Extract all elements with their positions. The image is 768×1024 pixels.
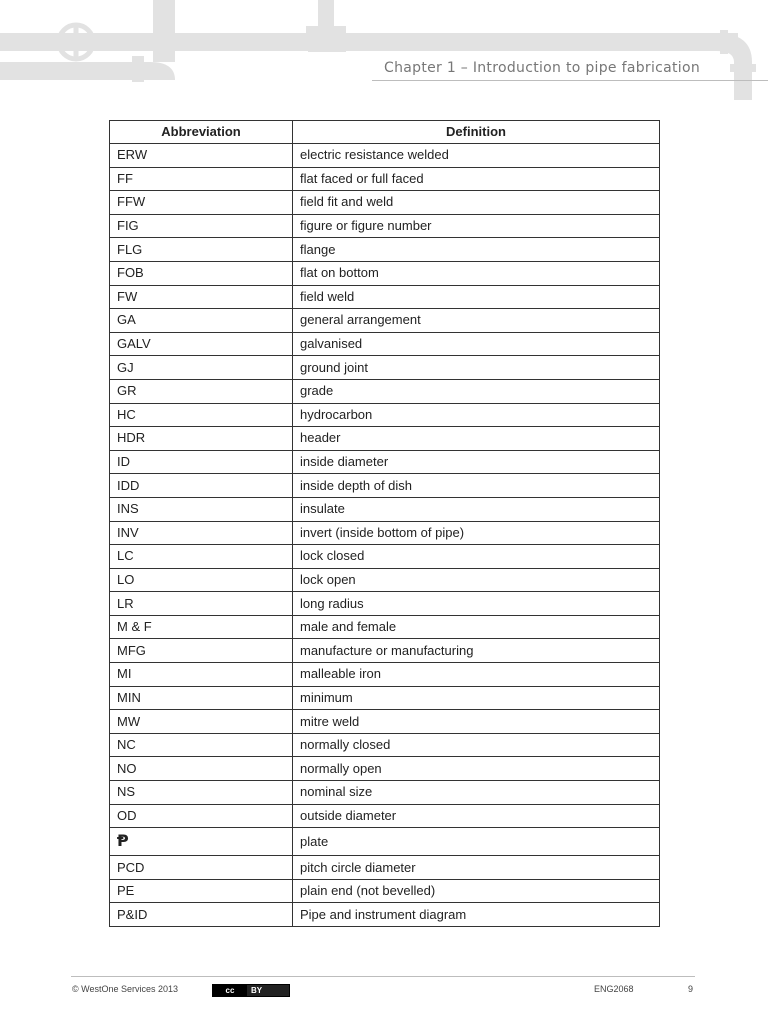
table-row — [110, 856, 660, 880]
definition-cell: Pipe and instrument diagram — [293, 903, 660, 927]
abbreviation-cell: FLG — [110, 238, 293, 262]
cc-by-label: BY — [247, 985, 289, 996]
definition-cell: general arrangement — [293, 309, 660, 333]
definition-cell: insulate — [293, 497, 660, 521]
abbreviation-cell: HDR — [110, 427, 293, 451]
table-row — [110, 568, 660, 592]
table-row — [110, 733, 660, 757]
definition-cell: field fit and weld — [293, 191, 660, 215]
definition-cell: malleable iron — [293, 663, 660, 687]
definition-cell: normally closed — [293, 733, 660, 757]
abbreviation-cell: PCD — [110, 856, 293, 880]
table-row — [110, 804, 660, 828]
abbreviation-cell: HC — [110, 403, 293, 427]
table-body — [110, 144, 660, 927]
definition-cell: flange — [293, 238, 660, 262]
abbreviation-cell: INV — [110, 521, 293, 545]
table-row — [110, 144, 660, 168]
plate-symbol-icon: Ᵽ — [117, 831, 129, 851]
definition-cell: nominal size — [293, 781, 660, 805]
abbreviation-cell: FFW — [110, 191, 293, 215]
definition-cell: manufacture or manufacturing — [293, 639, 660, 663]
chapter-title: Chapter 1 – Introduction to pipe fabrication — [384, 60, 701, 76]
table-row — [110, 285, 660, 309]
definition-cell: field weld — [293, 285, 660, 309]
definition-cell: header — [293, 427, 660, 451]
table-row — [110, 686, 660, 710]
footer-divider — [71, 976, 695, 977]
abbreviation-cell: LC — [110, 545, 293, 569]
table-row — [110, 356, 660, 380]
table-row — [110, 379, 660, 403]
table-row — [110, 879, 660, 903]
table-row — [110, 639, 660, 663]
table-row — [110, 450, 660, 474]
abbreviation-cell: NS — [110, 781, 293, 805]
abbreviation-cell: GR — [110, 379, 293, 403]
table-row — [110, 191, 660, 215]
abbreviation-cell: GA — [110, 309, 293, 333]
abbreviation-cell — [110, 828, 293, 856]
definition-cell: plain end (not bevelled) — [293, 879, 660, 903]
column-header-definition: Definition — [293, 121, 660, 144]
pipe-header-graphic — [0, 0, 768, 100]
definition-cell: normally open — [293, 757, 660, 781]
abbreviation-cell: ID — [110, 450, 293, 474]
definition-cell: lock closed — [293, 545, 660, 569]
definition-cell: pitch circle diameter — [293, 856, 660, 880]
definition-cell: galvanised — [293, 332, 660, 356]
copyright-text: © WestOne Services 2013 — [72, 984, 179, 994]
abbreviation-cell: P&ID — [110, 903, 293, 927]
table-row — [110, 261, 660, 285]
abbreviation-cell: LR — [110, 592, 293, 616]
abbreviation-cell: ERW — [110, 144, 293, 168]
table-row — [110, 592, 660, 616]
definition-cell: outside diameter — [293, 804, 660, 828]
definition-cell: minimum — [293, 686, 660, 710]
cc-license-badge — [212, 984, 290, 997]
table-header-row — [110, 121, 660, 144]
abbreviation-cell: MI — [110, 663, 293, 687]
definition-cell: ground joint — [293, 356, 660, 380]
table-row — [110, 214, 660, 238]
abbreviation-cell: GJ — [110, 356, 293, 380]
definition-cell: hydrocarbon — [293, 403, 660, 427]
table-row — [110, 615, 660, 639]
page-number: 9 — [688, 984, 694, 994]
abbreviation-cell: NO — [110, 757, 293, 781]
definition-cell: long radius — [293, 592, 660, 616]
abbreviation-cell: FIG — [110, 214, 293, 238]
table-row — [110, 427, 660, 451]
abbreviation-cell: MIN — [110, 686, 293, 710]
abbreviation-cell: MW — [110, 710, 293, 734]
valve-wheel-icon — [59, 25, 93, 59]
definition-cell: inside diameter — [293, 450, 660, 474]
abbreviation-cell: GALV — [110, 332, 293, 356]
definition-cell: mitre weld — [293, 710, 660, 734]
definition-cell: electric resistance welded — [293, 144, 660, 168]
abbreviation-cell: MFG — [110, 639, 293, 663]
table-row — [110, 403, 660, 427]
table-row — [110, 757, 660, 781]
table-row — [110, 903, 660, 927]
cc-icon: cc — [213, 985, 247, 996]
abbreviation-cell: PE — [110, 879, 293, 903]
abbreviation-cell: FW — [110, 285, 293, 309]
table-row — [110, 309, 660, 333]
definition-cell: flat faced or full faced — [293, 167, 660, 191]
table-row — [110, 238, 660, 262]
abbreviation-cell: INS — [110, 497, 293, 521]
definition-cell: grade — [293, 379, 660, 403]
course-code: ENG2068 — [594, 984, 634, 994]
table-row — [110, 474, 660, 498]
definition-cell: invert (inside bottom of pipe) — [293, 521, 660, 545]
abbreviation-cell: FF — [110, 167, 293, 191]
definition-cell: figure or figure number — [293, 214, 660, 238]
abbreviation-cell: IDD — [110, 474, 293, 498]
table-row — [110, 167, 660, 191]
table-row — [110, 710, 660, 734]
abbreviation-cell: NC — [110, 733, 293, 757]
table-row — [110, 781, 660, 805]
abbreviation-cell: OD — [110, 804, 293, 828]
table-row — [110, 497, 660, 521]
header-divider — [372, 80, 768, 81]
table-row — [110, 828, 660, 856]
abbreviation-cell: M & F — [110, 615, 293, 639]
table-row — [110, 545, 660, 569]
abbreviation-cell: LO — [110, 568, 293, 592]
abbreviation-cell: FOB — [110, 261, 293, 285]
definition-cell: inside depth of dish — [293, 474, 660, 498]
abbreviations-table — [109, 120, 660, 927]
definition-cell: lock open — [293, 568, 660, 592]
table-row — [110, 332, 660, 356]
definition-cell: plate — [293, 828, 660, 856]
column-header-abbreviation: Abbreviation — [110, 121, 293, 144]
table-row — [110, 521, 660, 545]
table-row — [110, 663, 660, 687]
definition-cell: flat on bottom — [293, 261, 660, 285]
definition-cell: male and female — [293, 615, 660, 639]
